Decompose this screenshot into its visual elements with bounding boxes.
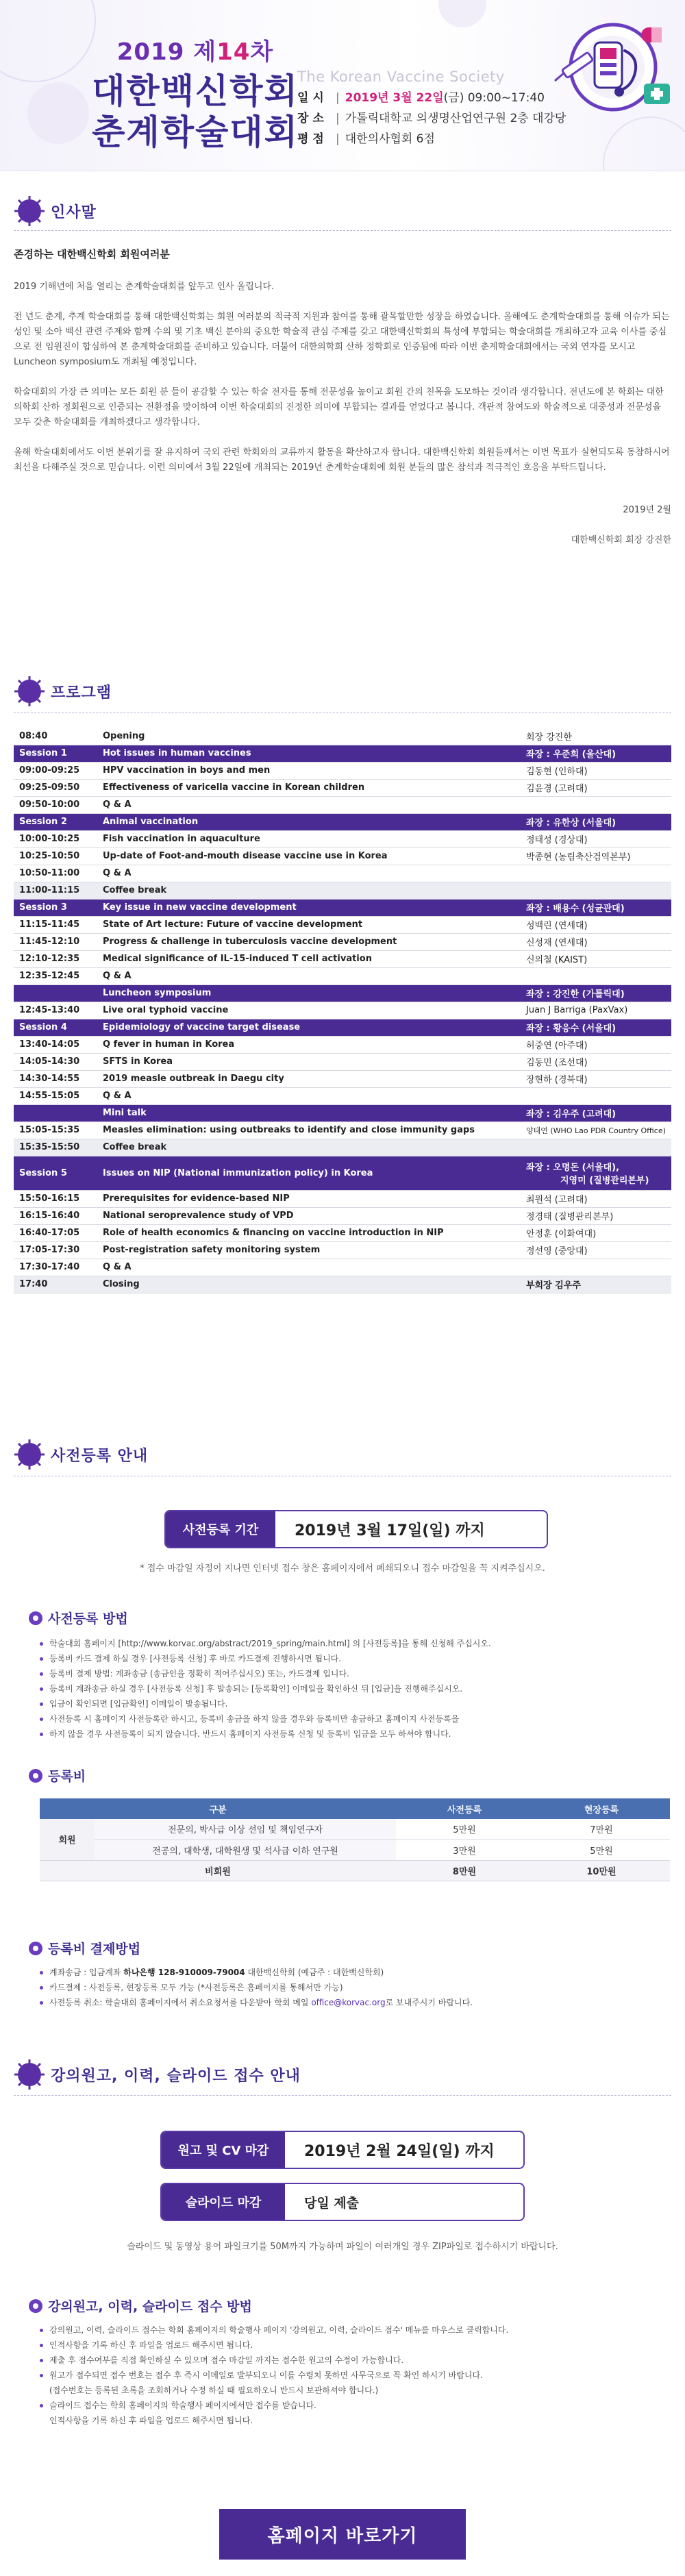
table-row	[14, 933, 671, 950]
section-badge-icon	[14, 2059, 45, 2090]
program-time: Session 1	[14, 745, 97, 762]
decor-circle	[27, 82, 89, 144]
program-time: Session 2	[14, 813, 97, 830]
program-time: 16:15-16:40	[14, 1207, 97, 1224]
subsection-title: 사전등록 방법	[48, 1611, 128, 1626]
program-time: 10:25-10:50	[14, 847, 97, 865]
table-row	[14, 779, 671, 796]
program-speaker: 정선영 (중앙대)	[521, 1241, 671, 1259]
program-speaker: 좌장 : 우준희 (울산대)	[521, 745, 671, 762]
greeting-date: 2019년 2월	[623, 505, 671, 515]
program-time: 15:35-15:50	[14, 1139, 97, 1156]
table-row	[14, 916, 671, 933]
fee-prereg: 8만원	[396, 1860, 533, 1881]
greeting-signature: 대한백신학회 회장 강진한	[571, 535, 671, 545]
section-head-program	[14, 676, 112, 707]
section-divider	[14, 2095, 671, 2096]
fee-type: 전공의, 대학생, 대학원생 및 석사급 이하 연구원	[95, 1840, 396, 1860]
program-time: 14:30-14:55	[14, 1070, 97, 1087]
program-time: 15:05-15:35	[14, 1122, 97, 1139]
deadline-tag: 사전등록 기간	[166, 1511, 275, 1547]
table-row	[14, 1019, 671, 1036]
program-title: Q fever in human in Korea	[97, 1036, 521, 1053]
program-title: Mini talk	[97, 1104, 521, 1122]
program-title: Q & A	[97, 865, 521, 882]
list-item: 제출 후 접수여부를 직접 확인하실 수 있으며 접수 마감일 까지는 접수한 원고의 수정이 가능합니다.	[40, 2353, 656, 2368]
registration-deadline-box	[164, 1510, 548, 1548]
table-row	[14, 1241, 671, 1259]
info-label: 평 점	[297, 132, 324, 146]
info-separator: |	[336, 132, 340, 146]
list-item: 하지 않을 경우 사전등록이 되지 않습니다. 반드시 홈페이지 사전등록 신청 및 등록비 입금을 모두 하셔야 합니다.	[40, 1726, 656, 1742]
header-banner	[0, 0, 685, 171]
list-item: 인적사항을 기록 하신 후 파일을 업로드 해주시면 됩니다.	[49, 2416, 253, 2425]
program-speaker: 정태성 (경상대)	[521, 830, 671, 847]
program-speaker: 부회장 김우주	[521, 1276, 671, 1293]
program-time: 14:55-15:05	[14, 1087, 97, 1104]
section-badge-icon	[14, 1439, 45, 1470]
bullet-dot-icon	[29, 1611, 42, 1625]
fee-type: 비회원	[40, 1860, 396, 1881]
section-head-registration	[14, 1439, 148, 1470]
table-row	[14, 1104, 671, 1122]
program-title: Animal vaccination	[97, 813, 521, 830]
greeting-paragraph: 전 년도 춘계, 추계 학술대회를 통해 대한백신학회는 회원 여러분의 적극적 지원과 참여를 통해 괄목할만한 성장을 하였습니다. 올해에도 춘계학술대회를 통해 이슈가 되는 성인 및 소아 백신 관련 주제와 함께 수의 및 기초 백신 분야의 중요한 학술적 관심 주제를 갖고 대한백신학회의 특성에 부합되는 학술대회를 개최하고자 교육 이사를 중심으로 전 임원진이 합심하여 본 춘계학술대회를 준비하고 있습니다. 더불어 대한의학회 산하 정학회로 인증됨에 따라 이번 춘계학술대회에서는 국외 연자를 모시고 Luncheon symposium도 개최될 예정입니다.	[14, 312, 670, 367]
program-speaker: 김윤경 (고려대)	[521, 779, 671, 796]
table-row	[14, 1122, 671, 1139]
table-row	[14, 950, 671, 967]
program-title: Closing	[97, 1276, 521, 1293]
table-row	[14, 1002, 671, 1019]
program-time: 12:10-12:35	[14, 950, 97, 967]
table-row	[40, 1860, 670, 1881]
list-item: 입금이 확인되면 [입금확인] 이메일이 발송됩니다.	[40, 1696, 656, 1711]
info-row-venue	[297, 108, 566, 129]
program-title: Key issue in new vaccine development	[97, 899, 521, 916]
section-title: 인사말	[51, 203, 97, 221]
program-time: 08:40	[14, 728, 97, 745]
program-time: 17:05-17:30	[14, 1241, 97, 1259]
fee-onsite: 10만원	[533, 1860, 670, 1881]
program-speaker: 성백린 (연세대)	[521, 916, 671, 933]
info-separator: |	[336, 112, 340, 125]
program-title: Prerequisites for evidence-based NIP	[97, 1190, 521, 1207]
chair-name: 좌장 : 오명돈 (서울대),	[526, 1163, 620, 1173]
program-time: Session 3	[14, 899, 97, 916]
program-title: Q & A	[97, 1259, 521, 1276]
subsection-head	[29, 1939, 140, 1957]
section-divider	[14, 230, 671, 231]
edition-line	[89, 33, 301, 66]
list-item: 사전등록 시 홈페이지 사전등록란 하시고, 등록비 송금을 하지 않을 경우와 등록비만 송금하고 홈페이지 사전등록을	[40, 1711, 656, 1726]
greeting-paragraph: 2019 기해년에 처음 열리는 춘계학술대회를 앞두고 인사 올립니다.	[14, 282, 275, 292]
section-badge-icon	[14, 195, 45, 227]
subsection-title: 등록비	[48, 1769, 86, 1784]
program-title: Live oral typhoid vaccine	[97, 1002, 521, 1019]
fee-header: 사전등록	[396, 1798, 533, 1819]
submission-method-list	[40, 2323, 656, 2428]
subsection-title: 강의원고, 이력, 슬라이드 접수 방법	[48, 2299, 252, 2314]
info-date-highlight: 2019년 3월 22일	[345, 91, 444, 105]
cv-deadline-box	[160, 2131, 525, 2169]
conference-title-block	[89, 33, 301, 153]
list-item: 등록비 계좌송금 하실 경우 [사전등록 신청] 후 발송되는 [등록확인] 이메일을 확인하신 뒤 [입금]을 진행해주십시오.	[40, 1681, 656, 1696]
program-speaker: 정경태 (질병관리본부)	[521, 1207, 671, 1224]
fee-table	[40, 1798, 670, 1881]
cv-deadline-tag: 원고 및 CV 마감	[162, 2132, 285, 2168]
info-row-credit	[297, 129, 566, 149]
program-title: Opening	[97, 728, 521, 745]
table-row	[14, 1087, 671, 1104]
bullet-dot-icon	[29, 2299, 42, 2313]
program-speaker: 좌장 : 유한상 (서울대)	[521, 813, 671, 830]
info-label: 일 시	[297, 91, 324, 105]
table-row	[14, 1139, 671, 1156]
homepage-button[interactable]: 홈페이지 바로가기	[219, 2509, 466, 2560]
info-separator: |	[336, 91, 340, 105]
table-row	[14, 1224, 671, 1241]
edition-prefix: 제	[193, 38, 217, 66]
subsection-head	[29, 1609, 128, 1627]
program-title: National seroprevalence study of VPD	[97, 1207, 521, 1224]
section-title: 강의원고, 이력, 슬라이드 접수 안내	[51, 2067, 301, 2085]
subsection-head	[29, 2296, 252, 2315]
fee-type: 전문의, 박사급 이상 선임 및 책임연구자	[95, 1819, 396, 1840]
medical-illustration-icon	[548, 12, 678, 122]
fee-onsite: 5만원	[533, 1840, 670, 1860]
program-speaker	[521, 1139, 671, 1156]
program-speaker: 최원석 (고려대)	[521, 1190, 671, 1207]
program-title: Post-registration safety monitoring system	[97, 1241, 521, 1259]
event-name: 춘계학술대회	[92, 112, 299, 152]
program-speaker: 신성재 (연세대)	[521, 933, 671, 950]
table-row	[14, 728, 671, 745]
edition-year: 2019	[116, 38, 185, 66]
program-speaker	[521, 1087, 671, 1104]
slide-deadline-tag: 슬라이드 마감	[162, 2184, 285, 2220]
office-email-link[interactable]: office@korvac.org	[311, 1998, 386, 2007]
program-speaker	[521, 1156, 671, 1190]
fee-onsite: 7만원	[533, 1819, 670, 1840]
program-title: Coffee break	[97, 1139, 521, 1156]
program-speaker	[521, 1259, 671, 1276]
greeting-paragraph: 학술대회의 가장 큰 의미는 모든 회원 분 들이 공감할 수 있는 학술 전자를 통해 전문성을 높이고 회원 간의 친목을 도모하는 것이라 생각합니다. 전년도에 본 학회는 대한의학회 산하 정회원으로 인증되는 전환점을 맞이하여 이번 학술대회의 진정한 의미에 부합되는 결과를 얻었다고 봅니다. 객관적 참여도와 학술적으로 대중성과 전문성을 모두 갖춘 학술대회를 개최하겠다고 생각합니다.	[14, 387, 664, 428]
table-row	[14, 745, 671, 762]
info-value: 가톨릭대학교 의생명산업연구원 2층 대강당	[345, 112, 566, 125]
fee-header: 구분	[40, 1798, 396, 1819]
table-row	[14, 865, 671, 882]
list-item: 학술대회 홈페이지 [http://www.korvac.org/abstract/2019_spring/main.html] 의 [사전등록]을 통해 신청해 주십시오.	[40, 1636, 656, 1651]
program-speaker	[521, 865, 671, 882]
table-row	[14, 847, 671, 865]
program-time	[14, 1104, 97, 1122]
section-head-greeting	[14, 195, 97, 227]
payment-method-list	[40, 1965, 656, 2010]
program-time: 16:40-17:05	[14, 1224, 97, 1241]
list-item: 사전등록 취소: 학술대회 홈페이지에서 취소요청서를 다운받아 학회 메일 office@korvac.org로 보내주시기 바랍니다.	[40, 1995, 656, 2010]
list-item: (접수번호는 등록된 초록을 조회하거나 수정 하실 때 필요하오니 반드시 보관하셔야 합니다.)	[49, 2386, 379, 2395]
chair-name: 지영미 (질병관리본부)	[560, 1176, 649, 1186]
submission-note: 슬라이드 및 동영상 용어 파일크기를 50M까지 가능하며 파일이 여러개일 경우 ZIP파일로 접수하시기 바랍니다.	[127, 2242, 558, 2252]
table-row	[14, 762, 671, 779]
subsection-head	[29, 1766, 86, 1785]
deadline-value: 2019년 3월 17일(일) 까지	[295, 1522, 485, 1539]
edition-number: 14	[216, 38, 251, 66]
program-time: 13:40-14:05	[14, 1036, 97, 1053]
program-title: Effectiveness of varicella vaccine in Korean children	[97, 779, 521, 796]
program-speaker: 안정훈 (이화여대)	[521, 1224, 671, 1241]
info-label: 장 소	[297, 112, 324, 125]
program-time: 12:35-12:45	[14, 967, 97, 984]
table-row	[14, 813, 671, 830]
greeting-salutation: 존경하는 대한백신학회 회원여러분	[14, 248, 170, 260]
program-time: 17:30-17:40	[14, 1259, 97, 1276]
table-row	[14, 1190, 671, 1207]
program-speaker: 회장 강진한	[521, 728, 671, 745]
table-row	[14, 882, 671, 899]
program-title: Medical significance of IL-15-induced T cell activation	[97, 950, 521, 967]
program-time: 11:45-12:10	[14, 933, 97, 950]
program-title: Epidemiology of vaccine target disease	[97, 1019, 521, 1036]
program-time: Session 5	[14, 1156, 97, 1190]
program-title: Coffee break	[97, 882, 521, 899]
fee-prereg: 3만원	[396, 1840, 533, 1860]
program-title: SFTS in Korea	[97, 1053, 521, 1070]
fee-header: 현장등록	[533, 1798, 670, 1819]
table-row	[14, 1276, 671, 1293]
program-title: Q & A	[97, 967, 521, 984]
list-item: 강의원고, 이력, 슬라이드 접수는 학회 홈페이지의 학술행사 페이지 '강의원고, 이력, 슬라이드 접수' 메뉴를 마우스로 클릭합니다.	[40, 2323, 656, 2338]
program-speaker: 좌장 : 배용수 (성균관대)	[521, 899, 671, 916]
table-row	[14, 984, 671, 1002]
program-speaker: 좌장 : 김우주 (고려대)	[521, 1104, 671, 1122]
table-row	[14, 830, 671, 847]
program-speaker: 좌장 : 강진한 (가톨릭대)	[521, 984, 671, 1002]
list-item: 슬라이드 접수는 학회 홈페이지의 학술행사 페이지에서만 접수를 받습니다.	[40, 2398, 656, 2413]
greeting-paragraph: 올해 학술대회에서도 이번 분위기를 잘 유지하여 국외 관련 학회와의 교류까지 활동을 확산하고자 합니다. 대한백신학회 회원들께서는 이번 목표가 실현되도록 동참하시어 최선을 다해주실 것으로 믿습니다. 이런 의미에서 3월 22일에 개최되는 2019년 춘계학술대회에 회원 분들의 많은 참석과 적극적인 호응을 부탁드립니다.	[14, 447, 670, 473]
program-time: 09:00-09:25	[14, 762, 97, 779]
table-row	[14, 1259, 671, 1276]
info-value: 대한의사협회 6점	[345, 132, 435, 146]
cv-deadline-value: 2019년 2월 24일(일) 까지	[304, 2142, 495, 2160]
english-society-name: The Korean Vaccine Society	[297, 69, 505, 85]
program-time: 10:00-10:25	[14, 830, 97, 847]
bullet-dot-icon	[29, 1769, 42, 1783]
program-speaker: 좌장 : 황응수 (서울대)	[521, 1019, 671, 1036]
program-speaker: 김동민 (조선대)	[521, 1053, 671, 1070]
program-table	[14, 728, 671, 1293]
program-speaker: 김동현 (인하대)	[521, 762, 671, 779]
program-time: 15:50-16:15	[14, 1190, 97, 1207]
program-speaker: 장현하 (경북대)	[521, 1070, 671, 1087]
section-head-submission	[14, 2059, 301, 2090]
slide-deadline-box	[160, 2183, 525, 2221]
program-speaker: 허중연 (아주대)	[521, 1036, 671, 1053]
registration-method-list	[40, 1636, 656, 1742]
list-item: 카드결제 : 사전등록, 현장등록 모두 가능 (*사전등록은 홈페이지를 통해서만 가능)	[40, 1980, 656, 1995]
program-time: 14:05-14:30	[14, 1053, 97, 1070]
program-title: Progress & challenge in tuberculosis vaccine development	[97, 933, 521, 950]
program-time: 11:00-11:15	[14, 882, 97, 899]
bank-account: 하나은행 128-910009-79004	[123, 1968, 245, 1977]
program-speaker: 양태연 (WHO Lao PDR Country Office)	[521, 1122, 671, 1139]
program-speaker	[521, 882, 671, 899]
program-title: 2019 measle outbreak in Daegu city	[97, 1070, 521, 1087]
program-speaker: 박종현 (농림축산검역본부)	[521, 847, 671, 865]
table-row	[14, 796, 671, 813]
bullet-dot-icon	[29, 1942, 42, 1955]
info-row-datetime	[297, 88, 566, 108]
program-title: Fish vaccination in aquaculture	[97, 830, 521, 847]
program-speaker: Juan J Barriga (PaxVax)	[521, 1002, 671, 1019]
program-title: Measles elimination: using outbreaks to identify and close immunity gaps	[97, 1122, 521, 1139]
program-title: Up-date of Foot-and-mouth disease vaccine use in Korea	[97, 847, 521, 865]
program-time: 17:40	[14, 1276, 97, 1293]
table-row	[14, 1156, 671, 1190]
program-time: 12:45-13:40	[14, 1002, 97, 1019]
table-row	[14, 1036, 671, 1053]
table-row	[40, 1840, 670, 1860]
table-row	[14, 967, 671, 984]
program-speaker: 신의철 (KAIST)	[521, 950, 671, 967]
list-item: 원고가 접수되면 접수 번호는 접수 후 즉시 이메일로 발부되오니 이를 수령치 못하면 사무국으로 꼭 확인 하시기 바랍니다.	[40, 2368, 656, 2383]
table-row	[40, 1819, 670, 1840]
deadline-note: * 접수 마감일 자정이 지나면 인터넷 접수 창은 홈페이지에서 폐쇄되오니 접수 마감일을 꼭 지켜주십시오.	[140, 1563, 545, 1574]
fee-category: 회원	[40, 1819, 95, 1860]
list-item: 등록비 카드 결제 하실 경우 [사전등록 신청] 후 바로 카드결제 진행하시면 됩니다.	[40, 1651, 656, 1666]
program-speaker	[521, 796, 671, 813]
program-title: Role of health economics & financing on vaccine introduction in NIP	[97, 1224, 521, 1241]
program-time: 09:25-09:50	[14, 779, 97, 796]
section-badge-icon	[14, 676, 45, 707]
list-item: 인적사항을 기록 하신 후 파일을 업로드 해주시면 됩니다.	[40, 2338, 656, 2353]
program-title: Q & A	[97, 1087, 521, 1104]
program-time: Session 4	[14, 1019, 97, 1036]
society-name: 대한백신학회	[92, 71, 299, 111]
program-time: 09:50-10:00	[14, 796, 97, 813]
section-title: 사전등록 안내	[51, 1447, 149, 1465]
fee-prereg: 5만원	[396, 1819, 533, 1840]
list-item: 등록비 결제 방법: 계좌송금 (송금인을 정확히 적어주십시오) 또는, 카드결제 입니다.	[40, 1666, 656, 1681]
table-row	[14, 899, 671, 916]
program-time: 11:15-11:45	[14, 916, 97, 933]
info-value-tail: (금) 09:00~17:40	[443, 91, 545, 105]
table-row	[14, 1070, 671, 1087]
greeting-body	[14, 247, 671, 548]
program-title: HPV vaccination in boys and men	[97, 762, 521, 779]
edition-suffix: 차	[250, 38, 274, 66]
event-info	[297, 88, 566, 149]
table-row	[14, 1207, 671, 1224]
table-row	[14, 1053, 671, 1070]
program-time	[14, 984, 97, 1002]
program-title: Hot issues in human vaccines	[97, 745, 521, 762]
program-title: Luncheon symposium	[97, 984, 521, 1002]
program-speaker	[521, 967, 671, 984]
program-title: Issues on NIP (National immunization policy) in Korea	[97, 1156, 521, 1190]
subsection-title: 등록비 결제방법	[48, 1942, 141, 1957]
program-title: State of Art lecture: Future of vaccine development	[97, 916, 521, 933]
program-title: Q & A	[97, 796, 521, 813]
program-time: 10:50-11:00	[14, 865, 97, 882]
list-item: 계좌송금 : 입금계좌 하나은행 128-910009-79004 대한백신학회 (예금주 : 대한백신학회)	[40, 1965, 656, 1980]
section-title: 프로그램	[51, 684, 112, 702]
slide-deadline-value: 당일 제출	[304, 2195, 360, 2211]
